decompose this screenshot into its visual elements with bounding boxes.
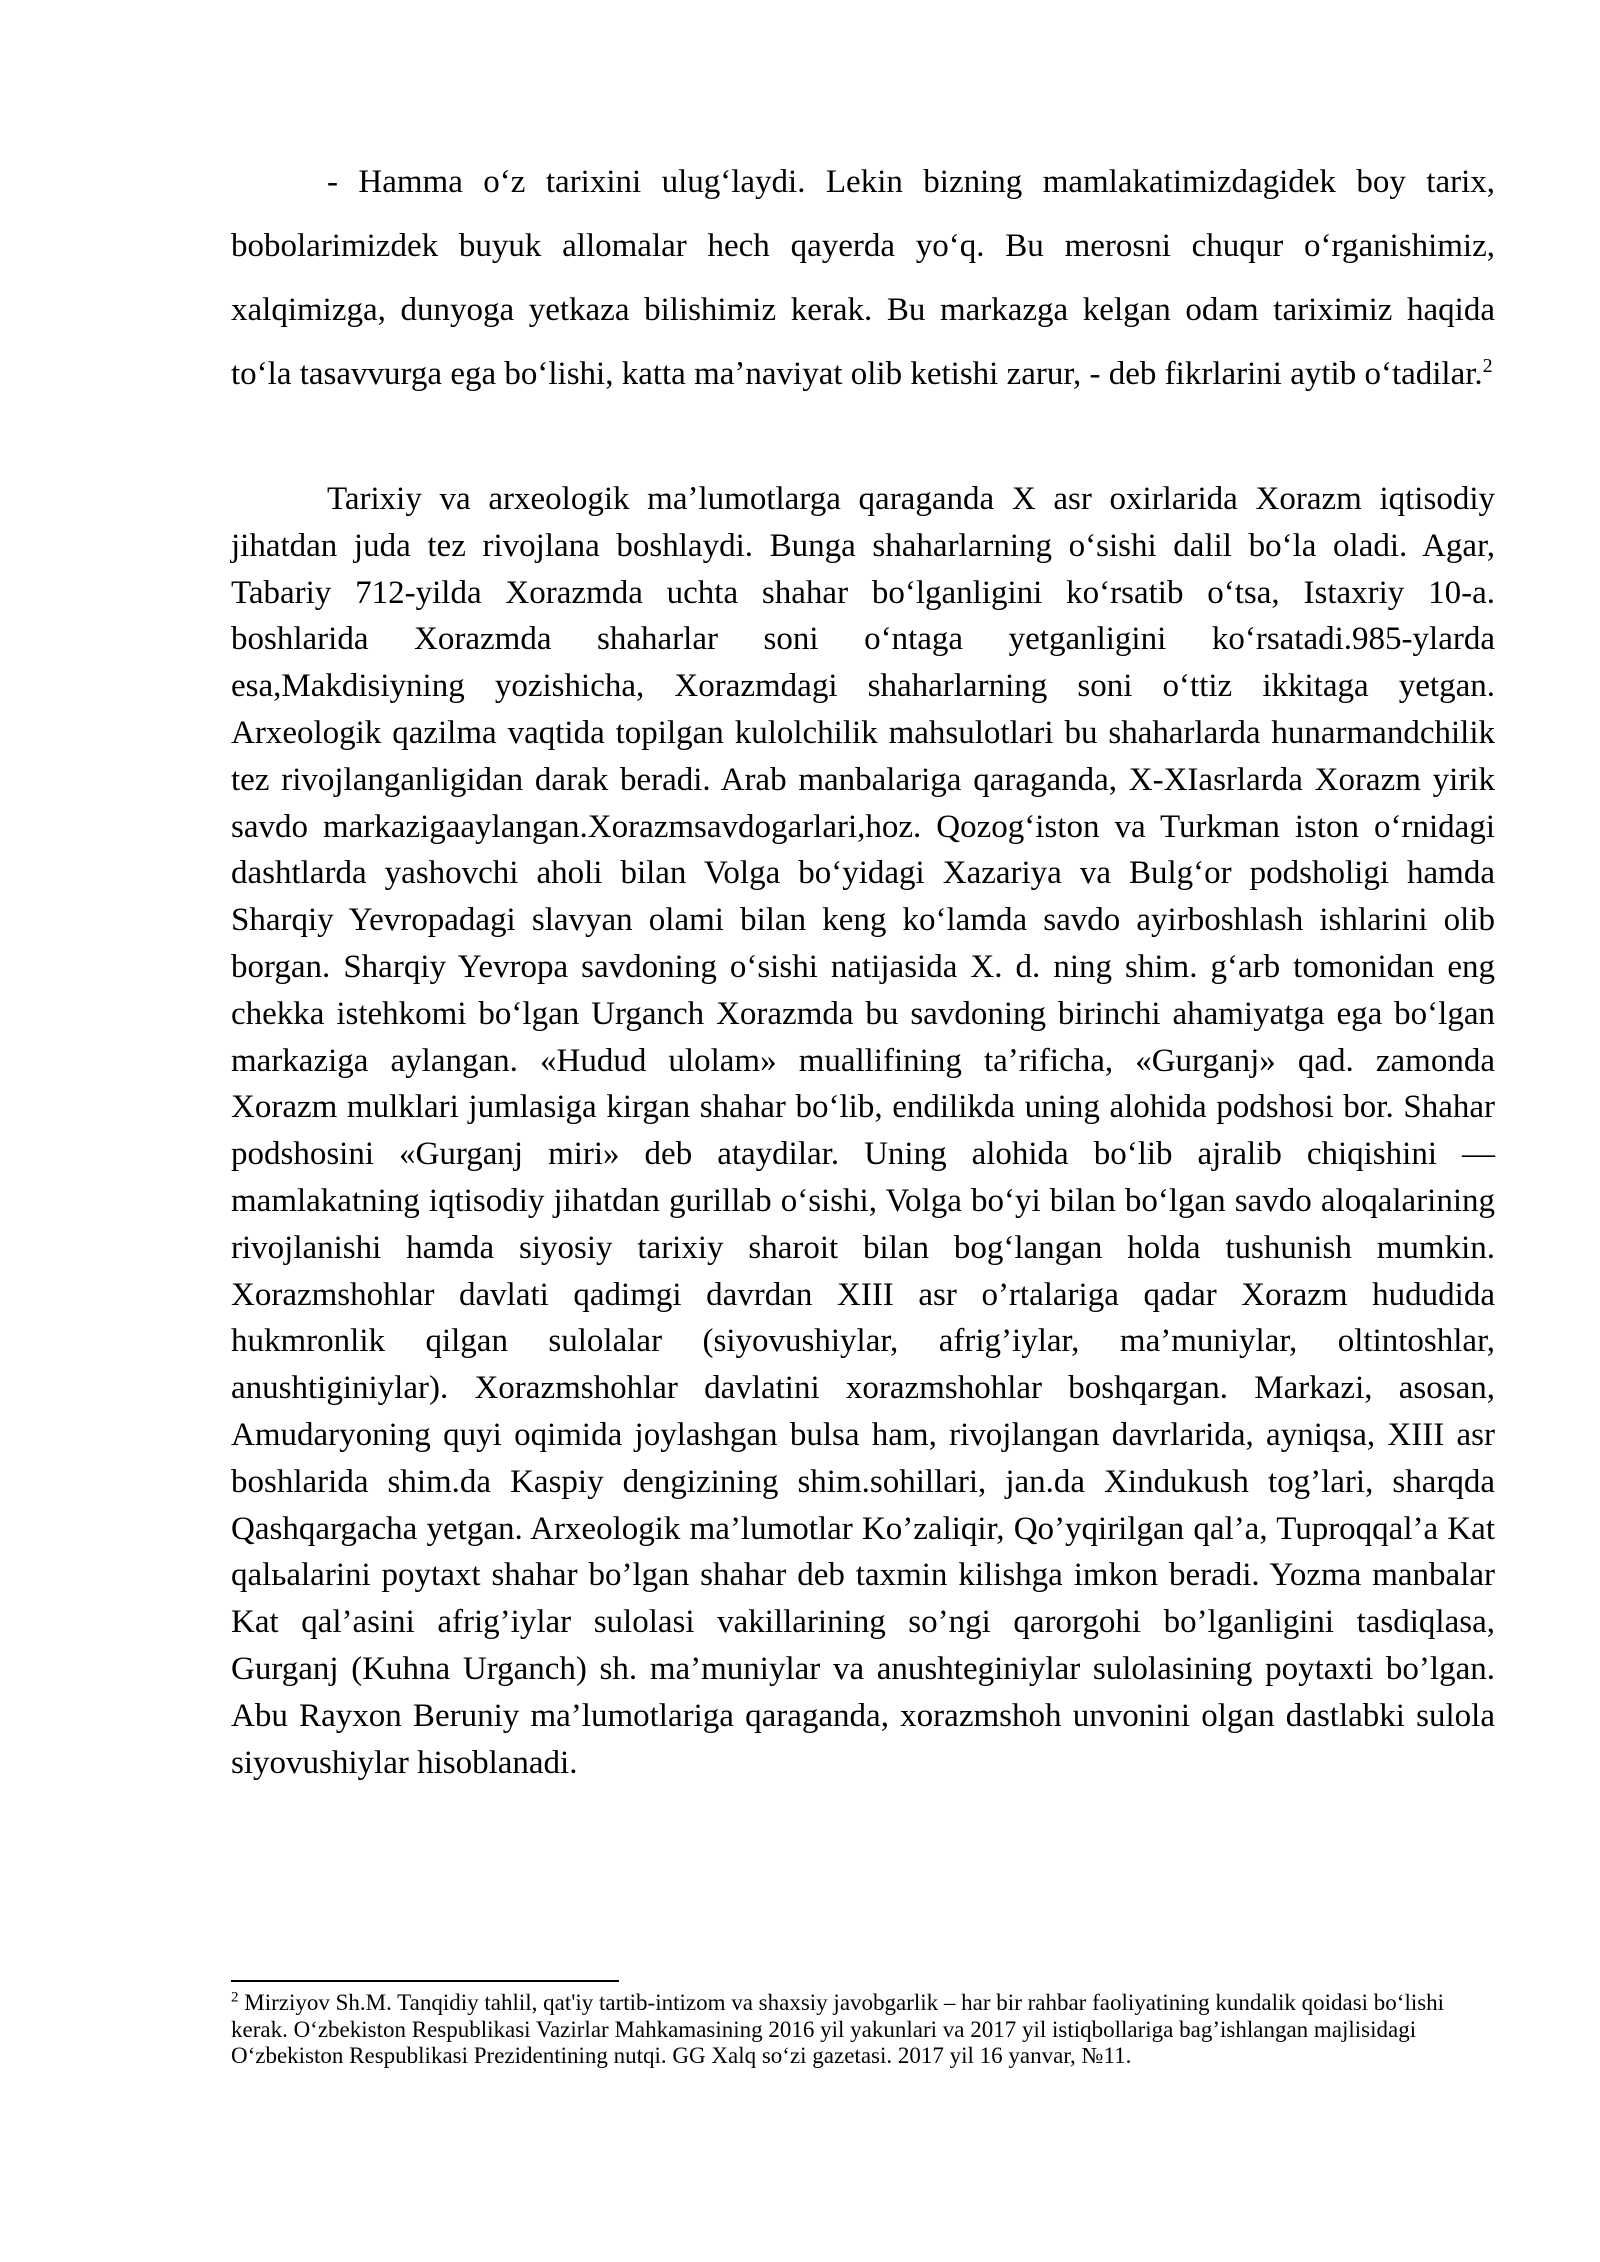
footnote-divider xyxy=(231,1980,619,1982)
footnote-number: 2 xyxy=(231,1989,239,2006)
paragraph-quote xyxy=(231,150,1495,406)
paragraph-2-text: Tarixiy va arxeologik maʼlumotlarga qaraganda X asr oxirlarida Xorazm iqtisodiy jihatdan juda tez rivojlana boshlaydi. Bunga shaharlarning oʻsishi dalil boʻla oladi. Agar, Tabariy 712-yilda Xorazmda uchta shahar boʻlganligini koʻrsatib oʻtsa, Istaxriy 10-a. boshlarida Xorazmda shaharlar soni oʻntaga yetganligini koʻrsatadi.985-ylarda esa,Makdisiyning yozishicha, Xorazmdagi shaharlarning soni oʻttiz ikkitaga yetgan. Arxeologik qazilma vaqtida topilgan kulolchilik mahsulotlari bu shaharlarda hunarmandchilik tez rivojlanganligidan darak beradi. Arab manbalariga qaraganda, X-XIasrlarda Xorazm yirik savdo markazigaaylangan.Xorazmsavdogarlari,hoz. Qozogʻiston va Turkman iston oʻrnidagi dashtlarda yashovchi aholi bilan Volga boʻyidagi Xazariya va Bulgʻor podsholigi hamda Sharqiy Yevropadagi slavyan olami bilan keng koʻlamda savdo ayirboshlash ishlarini olib borgan. Sharqiy Yevropa savdoning oʻsishi natijasida X. d. ning shim. gʻarb tomonidan eng chekka istehkomi boʻlgan Urganch Xorazmda bu savdoning birinchi ahamiyatga ega boʻlgan markaziga aylangan. «Hudud ulolam» muallifining taʼrificha, «Gurganj» qad. zamonda Xorazm mulklari jumlasiga kirgan shahar boʻlib, endilikda uning alohida podshosi bor. Shahar podshosini «Gurganj miri» deb ataydilar. Uning alohida boʻlib ajralib chiqishini — mamlakatning iqtisodiy jihatdan gurillab oʻsishi, Volga boʻyi bilan boʻlgan savdo aloqalarining rivojlanishi hamda siyosiy tarixiy sharoit bilan bogʻlangan holda tushunish mumkin. Xorazmshohlar davlati qadimgi davrdan XIII asr o’rtalariga qadar Xorazm hududida hukmronlik qilgan sulolalar (siyovushiylar, afrig’iylar, ma’muniylar, oltintoshlar, anushtiginiylar). Xorazmshohlar davlatini xorazmshohlar boshqargan. Markazi, asosan, Amudaryoning quyi oqimida joylashgan bulsa ham, rivojlangan davrlarida, ayniqsa, XIII asr boshlarida shim.da Kaspiy dengizining shim.sohillari, jan.da Xindukush tog’lari, sharqda Qashqargacha yetgan. Arxeologik ma’lumotlar Ko’zaliqir, Qo’yqirilgan qal’a, Tuproqqal’a Kat qalьalarini poytaxt shahar bo’lgan shahar deb taxmin kilishga imkon beradi. Yozma manbalar Kat qal’asini afrig’iylar sulolasi vakillarining so’ngi qarorgohi bo’lganligini tasdiqlasa, Gurganj (Kuhna Urganch) sh. ma’muniylar va anushteginiylar sulolasining poytaxti bo’lgan. Abu Rayxon Beruniy ma’lumotlariga qaraganda, xorazmshoh unvonini olgan dastlabki sulola siyovushiylar hisoblanadi. xyxy=(231,481,1495,1781)
footnote xyxy=(231,1990,1495,2070)
paragraph-history xyxy=(231,476,1495,1786)
footnote-text: Mirziyov Sh.M. Tanqidiy tahlil, qat'iy tartib-intizom va shaxsiy javobgarlik – har bir rahbar faoliyatining kundalik qoidasi boʻlishi kerak. Oʻzbekiston Respublikasi Vazirlar Mahkamasining 2016 yil yakunlari va 2017 yil istiqbollariga bag’ishlangan majlisidagi Oʻzbekiston Respublikasi Prezidentining nutqi. GG Xalq soʻzi gazetasi. 2017 yil 16 yanvar, №11. xyxy=(231,1990,1445,2068)
paragraph-1-text: - Hamma oʻz tarixini ulugʻlaydi. Lekin bizning mamlakatimizdagidek boy tarix, bobolarimizdek buyuk allomalar hech qayerda yoʻq. Bu merosni chuqur oʻrganishimiz, xalqimizga, dunyoga yetkaza bilishimiz kerak. Bu markazga kelgan odam tariximiz haqida toʻla tasavvurga ega boʻlishi, katta maʼnaviyat olib ketishi zarur, - deb fikrlarini aytib oʻtadilar. xyxy=(231,164,1495,392)
footnote-reference: 2 xyxy=(1482,355,1493,377)
